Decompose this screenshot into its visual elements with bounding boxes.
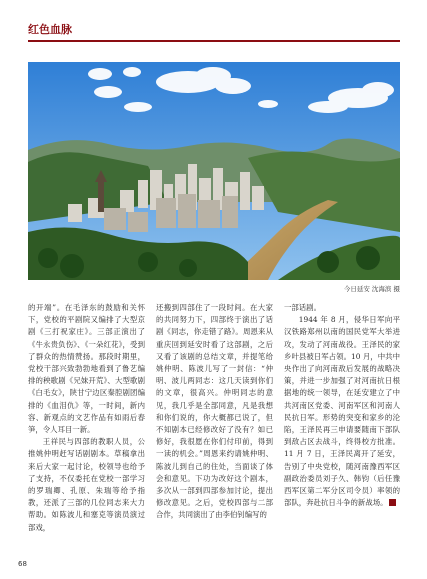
photo-caption: 今日延安 沈海滨 摄: [343, 285, 400, 293]
paragraph-final: [284, 314, 400, 509]
paragraph: 还搬到四部住了一段时间。在大家的共同努力下，四部终于演出了话剧《同志，你走错了路》。周恩来从重庆回到延安时看了这部剧，之后又看了该剧的总结文章，并提笔给姚仲明、陈波儿写了一封信：“仲明、波儿两同志：这几天读到你们的文章，很高兴。仲明同志的意见，我几乎是全部同意，凡是我想和你们说的，你大概都已说了，但不知剧本已经修改好了没有？如已修好，我很愿在你们付印前，得到一读的机会。”周恩来约请姚仲明、陈波儿到自己的住处，当面谈了体会和意见。下功为改好这个剧本，多次从一部到四部参加讨论，提出修改意见。之后，党校四部与二部合作，共同演出了由李伯钊编写的: [156, 303, 273, 520]
paragraph-text: 1944 年 8 月，侵华日军向平汉铁路郑州以南的国民党军大举进攻，发动了河南战役。王泽民的家乡叶县被日军占领。10 月，中共中央作出了向河南敌后发展的战略决策，并进一步加强了对河南抗日根据地的统一领导，在延安建立了中共河南区党委、河南军区和河南人民抗日军。形势的突变和家乡的沦陷，王泽民再三申请要随南下部队到敌占区去战斗，终得校方批准。11 月 7 日，王泽民离开了延安，告别了中央党校，随河南豫西军区副政治委员刘子久、韩钧（后任豫西军区第二军分区司令员）率领的部队，奔赴抗日斗争的新战场。: [284, 315, 400, 508]
end-of-article-mark: [389, 499, 396, 506]
city-photo: [28, 62, 400, 280]
page-number: 68: [18, 560, 27, 568]
header-divider: [28, 40, 400, 42]
page-header: [28, 22, 400, 40]
paragraph: 王祥民与四部的教职人员，公推姚仲明赶写话剧剧本。草稿拿出来后大家一起讨论，校领导也给予了支持，不仅委托在党校一部学习的罗瑞卿、孔原、朱瑞等给予指教，还派了三部的几位同志来大力帮助。如陈波儿和塞克等演员演过部戏，: [28, 437, 145, 532]
article-column-2: [156, 302, 273, 522]
section-title: 红色血脉: [28, 23, 72, 36]
article-column-1: [28, 302, 145, 534]
paragraph: 一部话剧。: [284, 303, 321, 312]
article-column-3: [284, 302, 400, 509]
paragraph: 的开端”。在毛泽东的鼓励和关怀下，党校的平剧院又编排了大型京剧《三打祝家庄》。三部正演出了《牛永贵负伤》、《一朵红花》，受到了群众的热情赞扬。那段时期里，党校干部兴致勃勃地看到了鲁艺编排的秧歌剧《兄妹开荒》、大型歌剧《白毛女》，陕甘宁边区秦腔剧团编排的《血泪仇》等，一时间，新内容、新观点的文艺作品有如雨后春笋，令人耳目一新。: [28, 303, 145, 435]
